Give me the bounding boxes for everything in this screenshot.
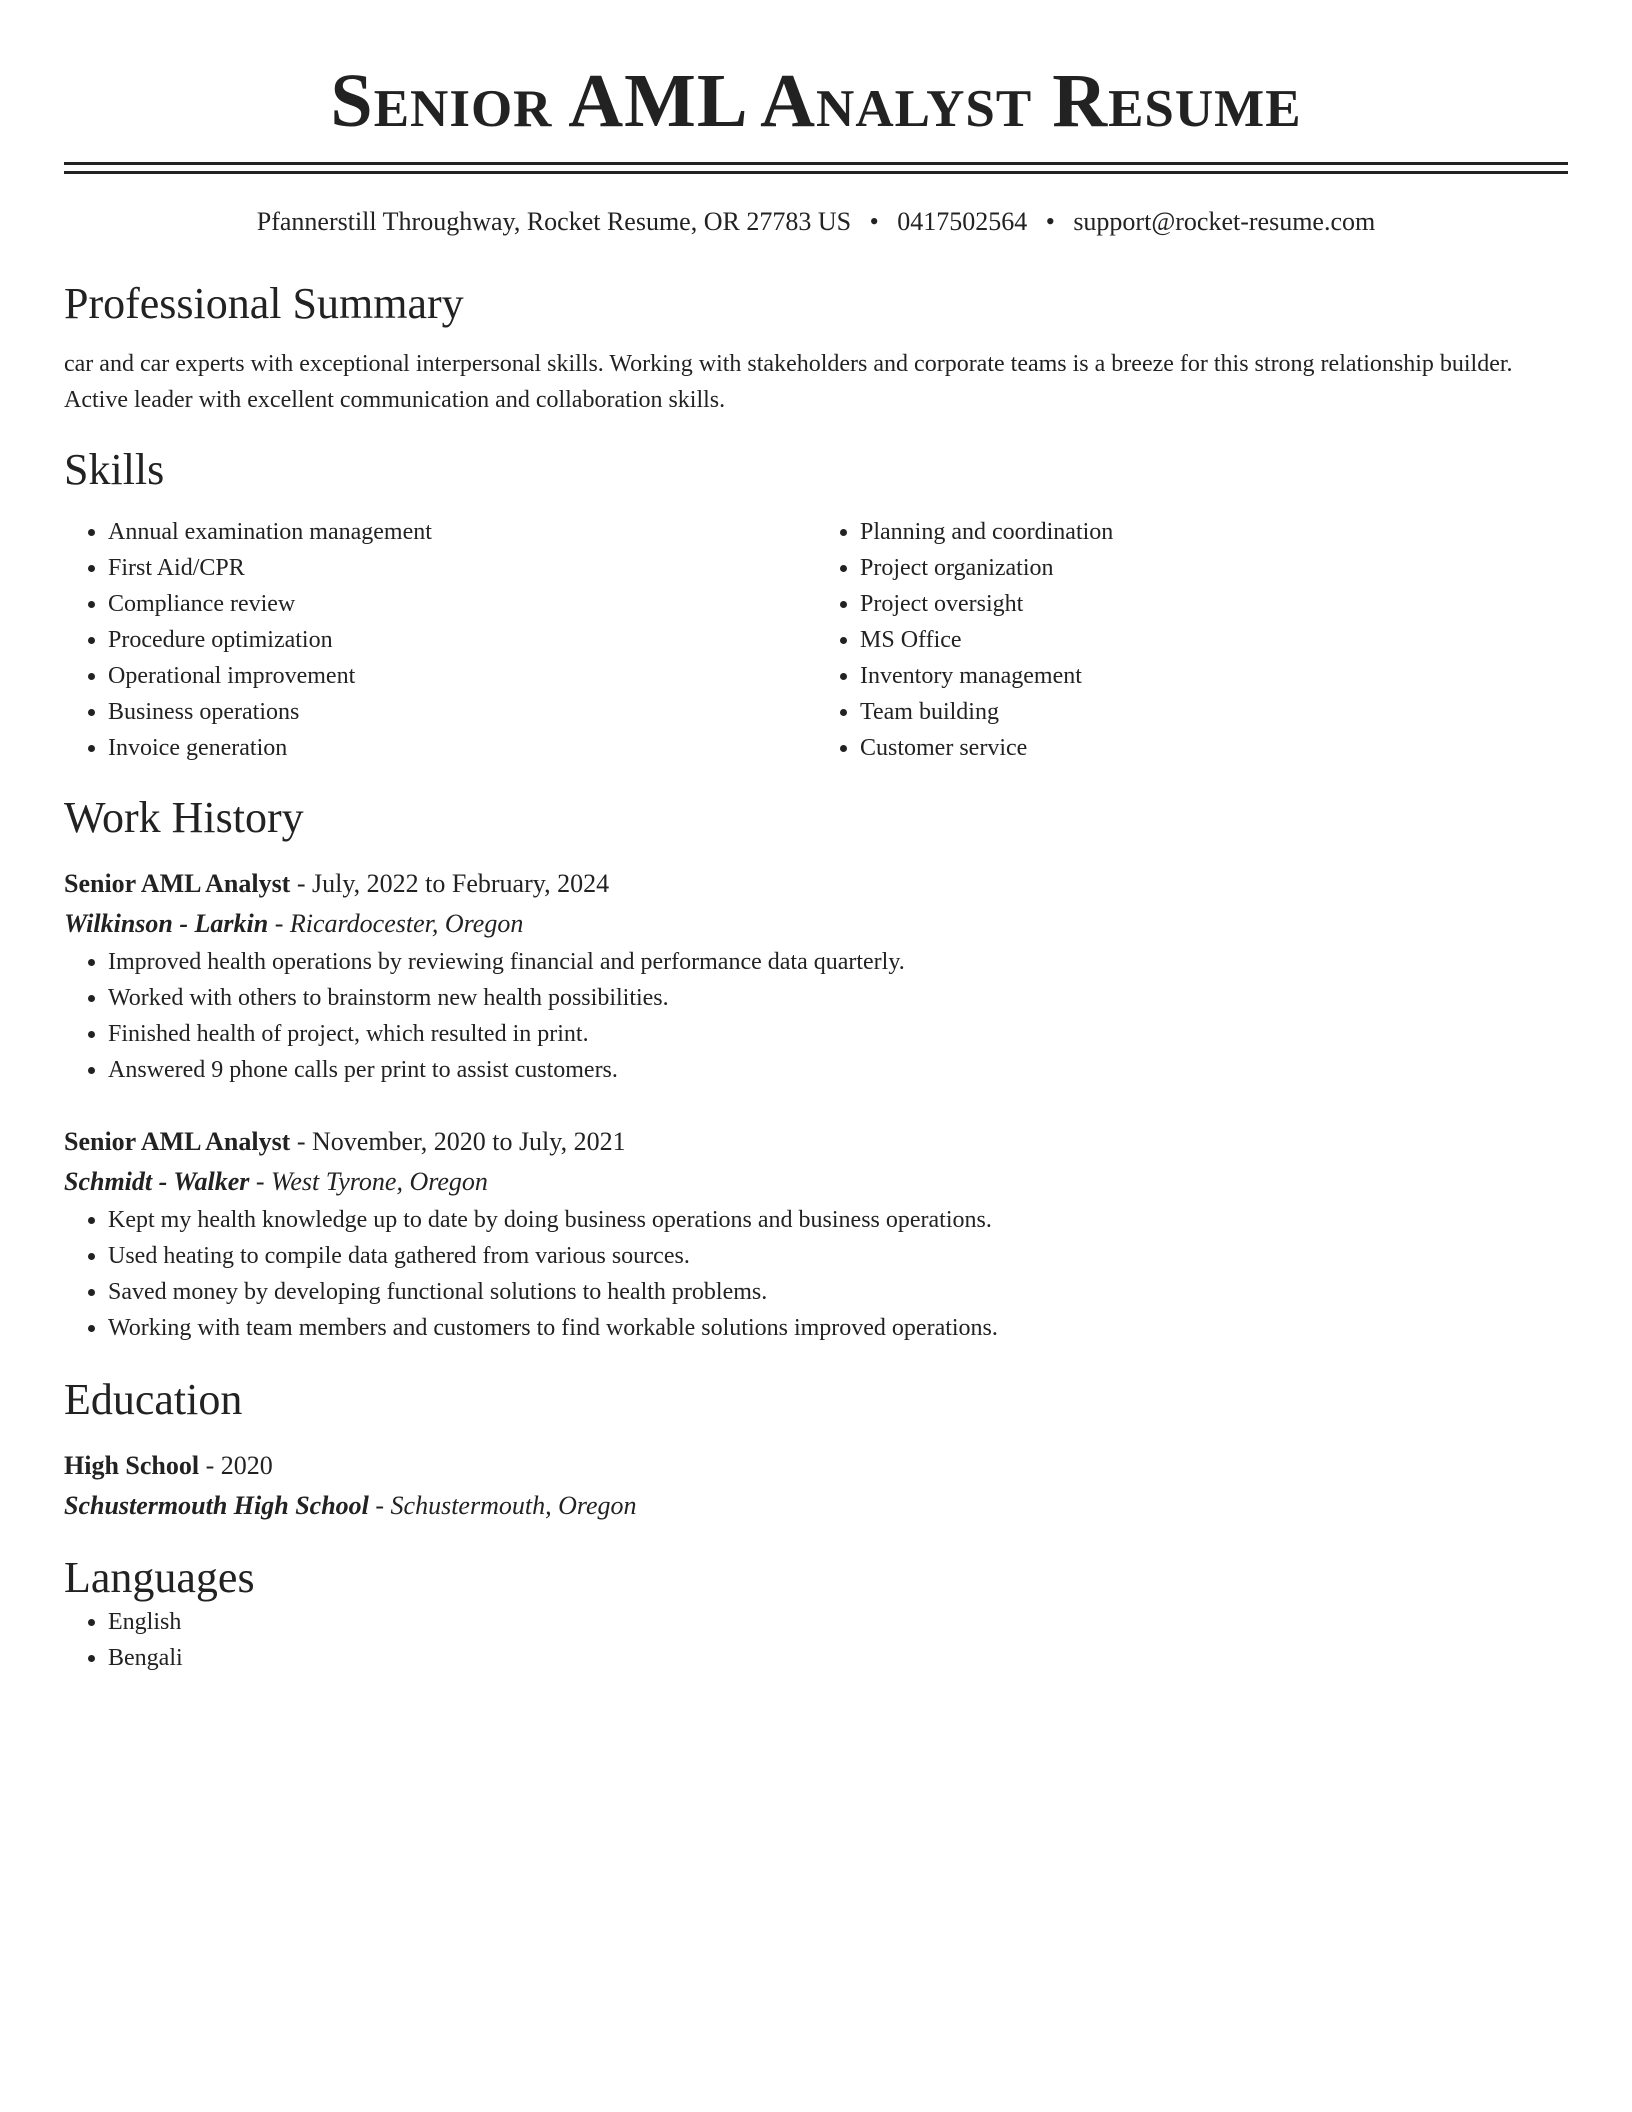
job-dates: - July, 2022 to February, 2024 (290, 869, 610, 898)
skill-item: • Operational improvement (108, 658, 816, 694)
languages-list (64, 1604, 1568, 1676)
job-location: - West Tyrone, Oregon (249, 1167, 488, 1196)
job-bullet: • Working with team members and customers to find workable solutions improved operations. (108, 1310, 1568, 1346)
job-title-line (64, 864, 1568, 904)
job-company-line (64, 904, 1568, 944)
language-item: • English (108, 1604, 1568, 1640)
summary-text: car and car experts with exceptional interpersonal skills. Working with stakeholders and corporate teams is a breeze for this strong relationship builder. Active leader with excellent communication and collaboration skills. (64, 351, 1513, 413)
skill-item: • Invoice generation (108, 730, 816, 766)
contact-separator: • (1045, 207, 1055, 236)
education-school-line (64, 1486, 1568, 1526)
job-entry (64, 864, 1568, 1088)
job-role: Senior AML Analyst (64, 869, 291, 898)
contact-email: support@rocket-resume.com (1073, 207, 1376, 236)
languages-heading: Languages (64, 1553, 255, 1602)
job-bullet: • Finished health of project, which resulted in print. (108, 1016, 1568, 1052)
job-bullets (64, 1202, 1568, 1346)
skill-item: • Customer service (860, 730, 1568, 766)
contact-phone: 0417502564 (897, 207, 1028, 236)
skill-item: • Business operations (108, 694, 816, 730)
skills-left-column (64, 514, 816, 766)
education-degree-line (64, 1446, 1568, 1486)
education-heading: Education (64, 1375, 243, 1424)
skill-item: • Planning and coordination (860, 514, 1568, 550)
job-bullet: • Worked with others to brainstorm new health possibilities. (108, 980, 1568, 1016)
job-entry (64, 1122, 1568, 1346)
skills-right-list (816, 514, 1568, 766)
job-bullet: • Improved health operations by reviewing financial and performance data quarterly. (108, 944, 1568, 980)
work-history-heading: Work History (64, 793, 304, 842)
job-company: Wilkinson - Larkin (64, 909, 269, 938)
education-school: Schustermouth High School (64, 1491, 369, 1520)
language-item: • Bengali (108, 1640, 1568, 1676)
education-year: - 2020 (199, 1451, 273, 1480)
job-bullet: • Kept my health knowledge up to date by doing business operations and business operations. (108, 1202, 1568, 1238)
job-location: - Ricardocester, Oregon (268, 909, 524, 938)
skill-item: • Annual examination management (108, 514, 816, 550)
skill-item: • MS Office (860, 622, 1568, 658)
skills-heading: Skills (64, 445, 165, 494)
contact-separator: • (869, 207, 879, 236)
job-company-line (64, 1162, 1568, 1202)
skill-item: • Inventory management (860, 658, 1568, 694)
job-bullet: • Used heating to compile data gathered from various sources. (108, 1238, 1568, 1274)
job-company: Schmidt - Walker (64, 1167, 250, 1196)
job-title-line (64, 1122, 1568, 1162)
skills-columns (64, 514, 1568, 766)
education-entry (64, 1446, 1568, 1526)
job-bullet: • Saved money by developing functional solutions to health problems. (108, 1274, 1568, 1310)
skill-item: • Project organization (860, 550, 1568, 586)
summary-heading: Professional Summary (64, 279, 464, 328)
skills-left-list (64, 514, 816, 766)
skill-item: • Procedure optimization (108, 622, 816, 658)
title-double-rule (64, 162, 1568, 174)
job-bullets (64, 944, 1568, 1088)
job-role: Senior AML Analyst (64, 1127, 291, 1156)
skill-item: • First Aid/CPR (108, 550, 816, 586)
resume-title: Senior AML Analyst Resume (330, 59, 1302, 143)
education-location: - Schustermouth, Oregon (368, 1491, 637, 1520)
contact-line (64, 204, 1568, 240)
contact-address: Pfannerstill Throughway, Rocket Resume, OR 27783 US (256, 207, 852, 236)
job-dates: - November, 2020 to July, 2021 (290, 1127, 626, 1156)
skills-right-column (816, 514, 1568, 766)
education-degree: High School (64, 1451, 200, 1480)
skill-item: • Project oversight (860, 586, 1568, 622)
job-bullet: • Answered 9 phone calls per print to assist customers. (108, 1052, 1568, 1088)
skill-item: • Team building (860, 694, 1568, 730)
skill-item: • Compliance review (108, 586, 816, 622)
